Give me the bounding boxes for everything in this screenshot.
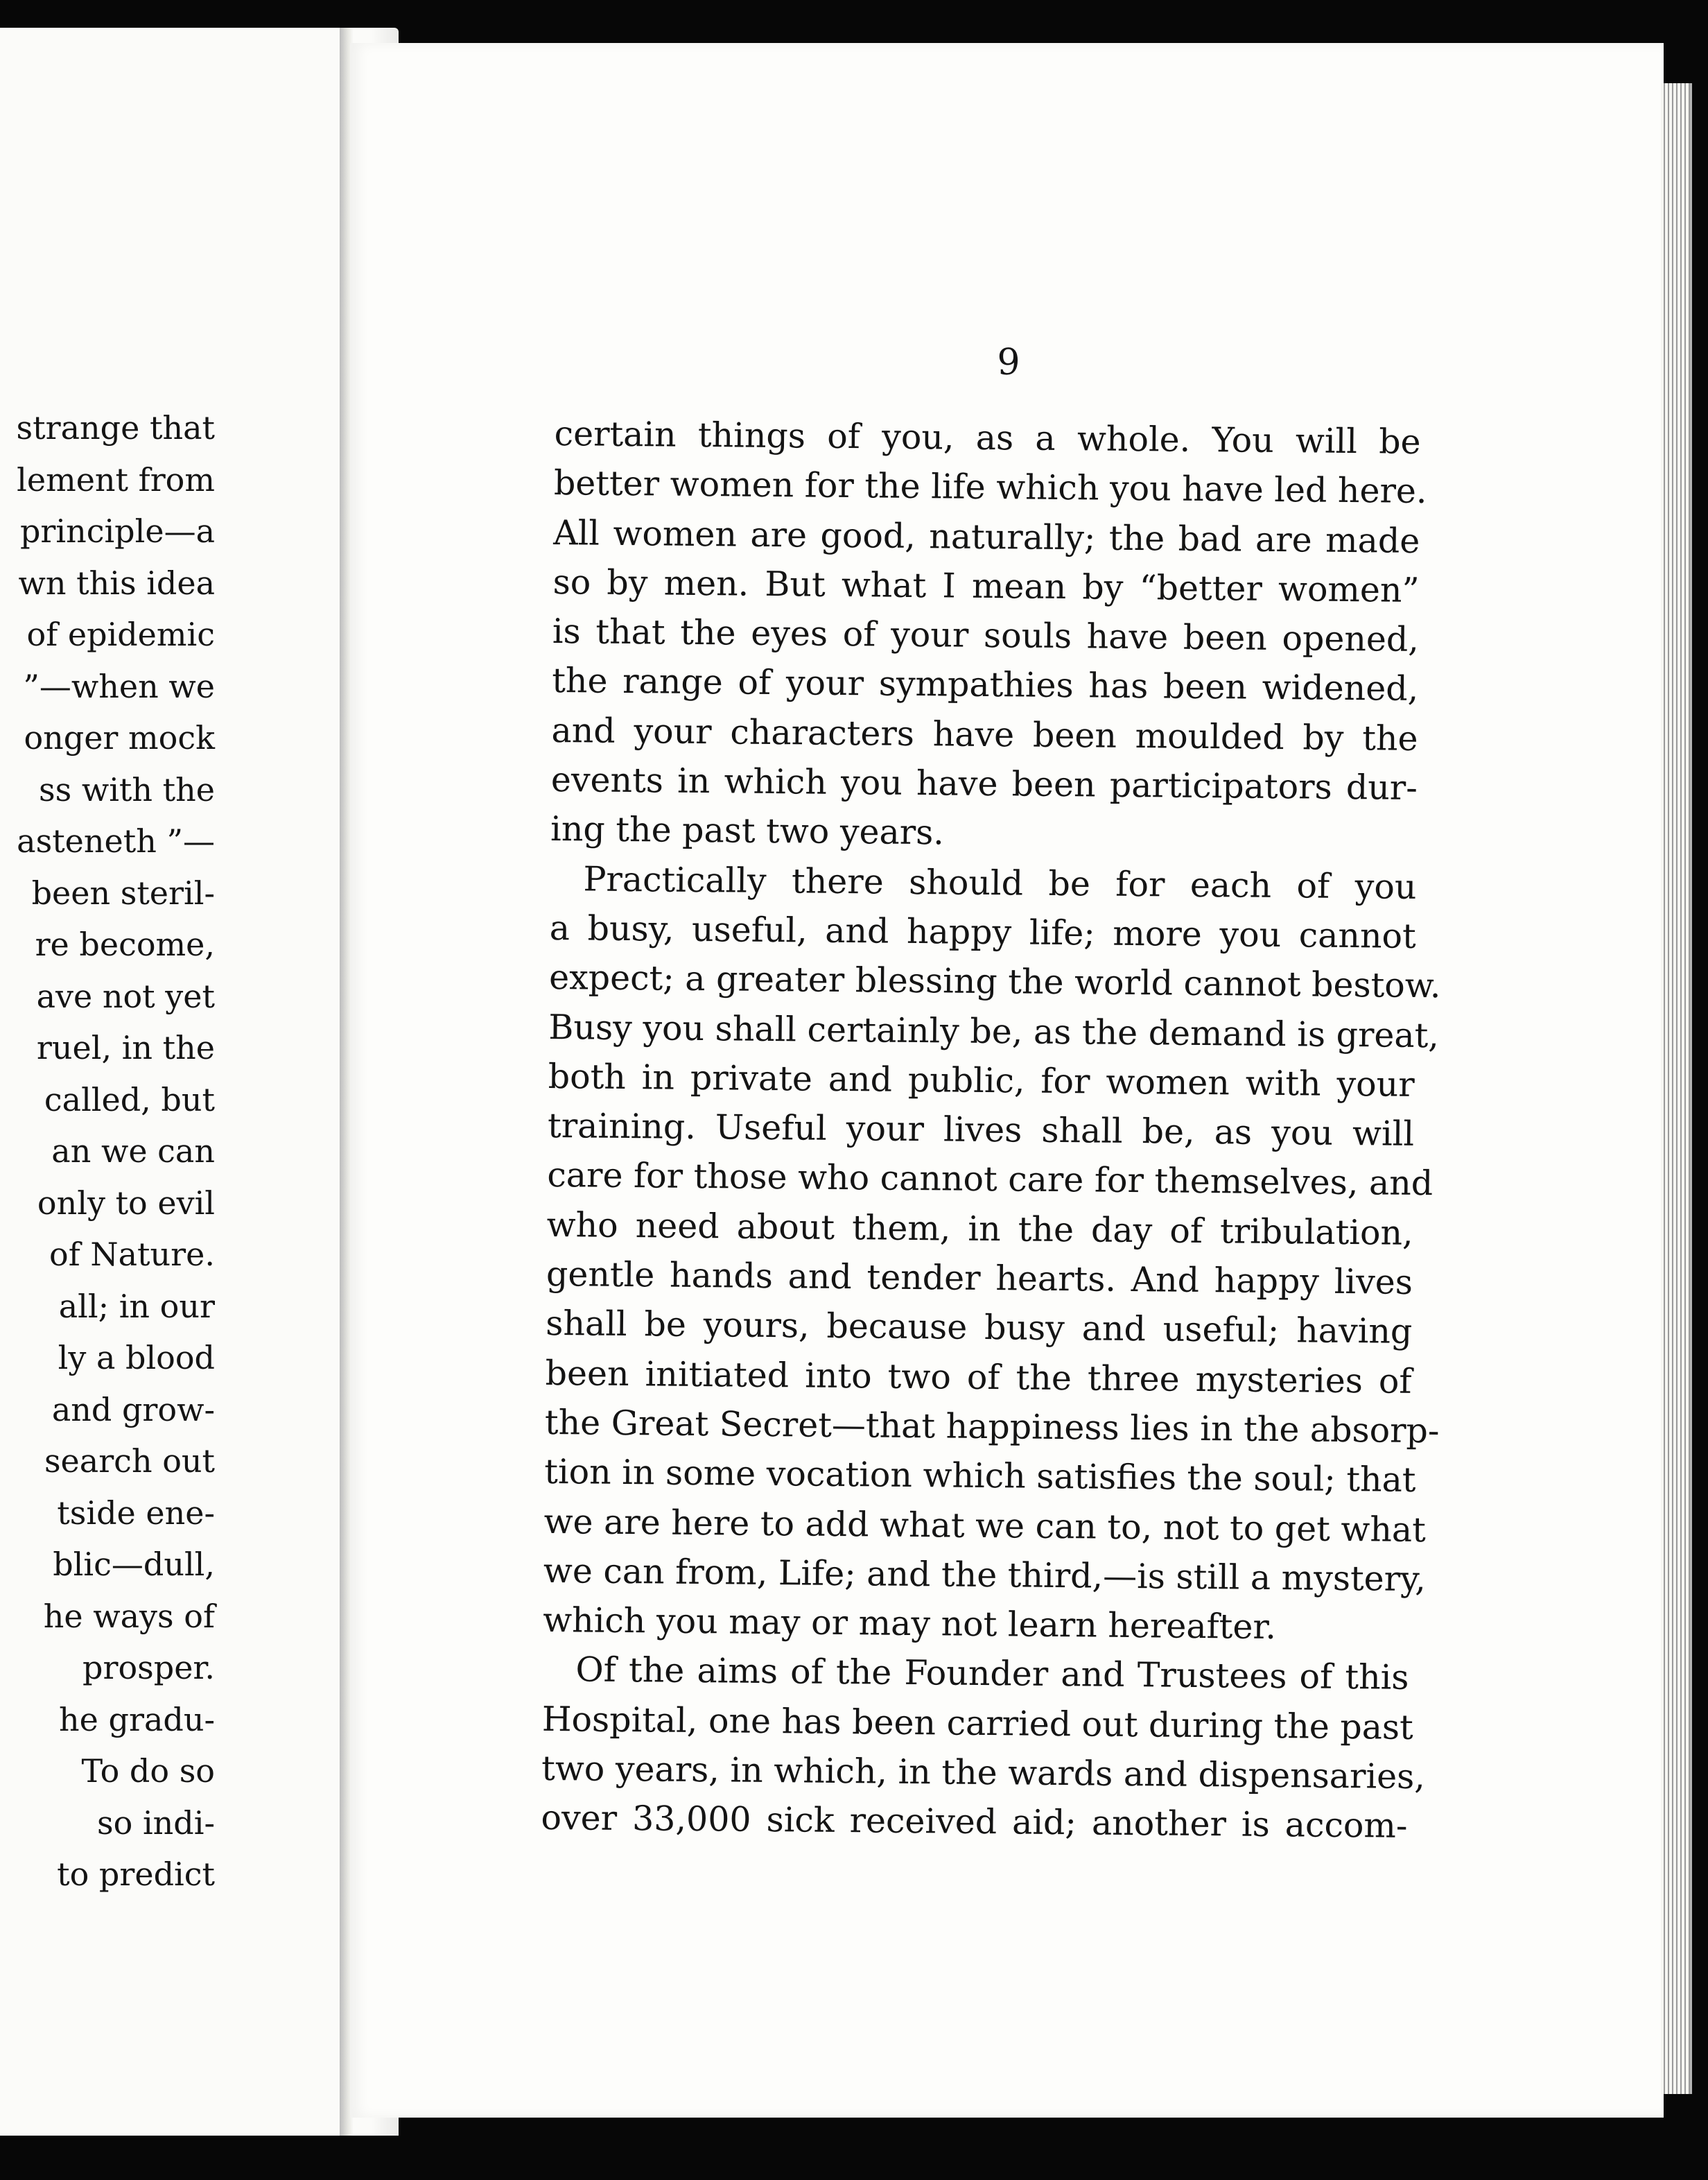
text-line: Hospital, one has been carried out during the past xyxy=(541,1699,1414,1747)
left-line: principle—a xyxy=(19,512,215,550)
text-line: been initiated into two of the three mysteries of xyxy=(545,1353,1412,1401)
left-line: of epidemic xyxy=(26,616,215,653)
text-line: ing the past two years. xyxy=(550,809,945,853)
left-line: onger mock xyxy=(24,719,215,756)
text-line: certain things of you, as a whole. You will be xyxy=(554,413,1421,462)
text-line: we can from, Life; and the third,—is still a mystery, xyxy=(543,1550,1427,1599)
text-line: and your characters have been moulded by the xyxy=(551,710,1418,759)
text-line: we are here to add what we can to, not to get what xyxy=(543,1501,1427,1550)
left-line: to predict xyxy=(57,1855,215,1893)
text-line: better women for the life which you have led here. xyxy=(553,463,1427,512)
text-line: a busy, useful, and happy life; more you cannot xyxy=(549,908,1417,956)
left-line: lement from xyxy=(17,460,215,499)
text-line: is that the eyes of your souls have been opened, xyxy=(552,612,1420,660)
left-line: he ways of xyxy=(43,1597,215,1635)
right-page-text xyxy=(541,409,1441,1851)
text-line: Of the aims of the Founder and Trustees of this xyxy=(575,1650,1409,1698)
left-line: so indi- xyxy=(97,1803,215,1842)
text-line: events in which you have been participators dur- xyxy=(550,760,1418,808)
left-line: prosper. xyxy=(82,1649,215,1686)
left-line: ruel, in the xyxy=(36,1029,215,1066)
text-line: gentle hands and tender hearts. And happy lives xyxy=(546,1254,1413,1302)
text-line: both in private and public, for women with your xyxy=(548,1056,1415,1105)
left-page xyxy=(0,28,399,2136)
left-line: ss with the xyxy=(39,770,215,808)
text-line: Practically there should be for each of you xyxy=(583,859,1417,907)
left-line: all; in our xyxy=(58,1287,215,1325)
text-line: tion in some vocation which satisfies the soul; that xyxy=(544,1452,1416,1500)
left-line: of Nature. xyxy=(49,1236,215,1273)
left-line: To do so xyxy=(81,1752,215,1790)
text-line: over 33,000 sick received aid; another is accom- xyxy=(541,1798,1408,1846)
text-line: All women are good, naturally; the bad are made xyxy=(553,512,1420,561)
left-line: ly a blood xyxy=(58,1339,215,1376)
text-line: the range of your sympathies has been widened, xyxy=(551,661,1419,709)
left-line: been steril- xyxy=(31,874,215,912)
left-page-text xyxy=(0,402,215,1901)
left-line: and grow- xyxy=(51,1390,215,1428)
page-edges xyxy=(1661,83,1692,2094)
left-line: he gradu- xyxy=(59,1700,215,1738)
left-line: ”—when we xyxy=(23,667,215,705)
left-line: only to evil xyxy=(37,1184,215,1222)
left-line: wn this idea xyxy=(18,564,215,602)
left-line: strange that xyxy=(16,409,215,447)
text-line: the Great Secret—that happiness lies in the absorp- xyxy=(544,1402,1440,1451)
text-line: training. Useful your lives shall be, as you will xyxy=(547,1106,1415,1154)
text-line: Busy you shall certainly be, as the demand is great, xyxy=(548,1007,1440,1055)
text-line: care for those who cannot care for themselves, and xyxy=(547,1155,1434,1204)
left-line: ave not yet xyxy=(36,977,215,1015)
left-line: an we can xyxy=(51,1132,215,1170)
left-line: called, but xyxy=(44,1080,215,1118)
text-line: two years, in which, in the wards and dispensaries, xyxy=(541,1748,1426,1797)
left-line: tside ene- xyxy=(57,1494,215,1532)
text-line: so by men. But what I mean by “better women” xyxy=(552,562,1420,610)
text-line: which you may or may not learn hereafter. xyxy=(542,1600,1277,1647)
left-line: asteneth ”— xyxy=(17,822,215,860)
left-line: re become, xyxy=(35,926,215,963)
text-line: expect; a greater blessing the world cannot bestow. xyxy=(548,958,1441,1006)
text-line: shall be yours, because busy and useful; having xyxy=(546,1304,1413,1352)
left-line: blic—dull, xyxy=(53,1546,215,1583)
text-line: who need about them, in the day of tribulation, xyxy=(546,1204,1413,1253)
left-line: search out xyxy=(44,1442,215,1480)
page-number: 9 xyxy=(997,342,1020,383)
